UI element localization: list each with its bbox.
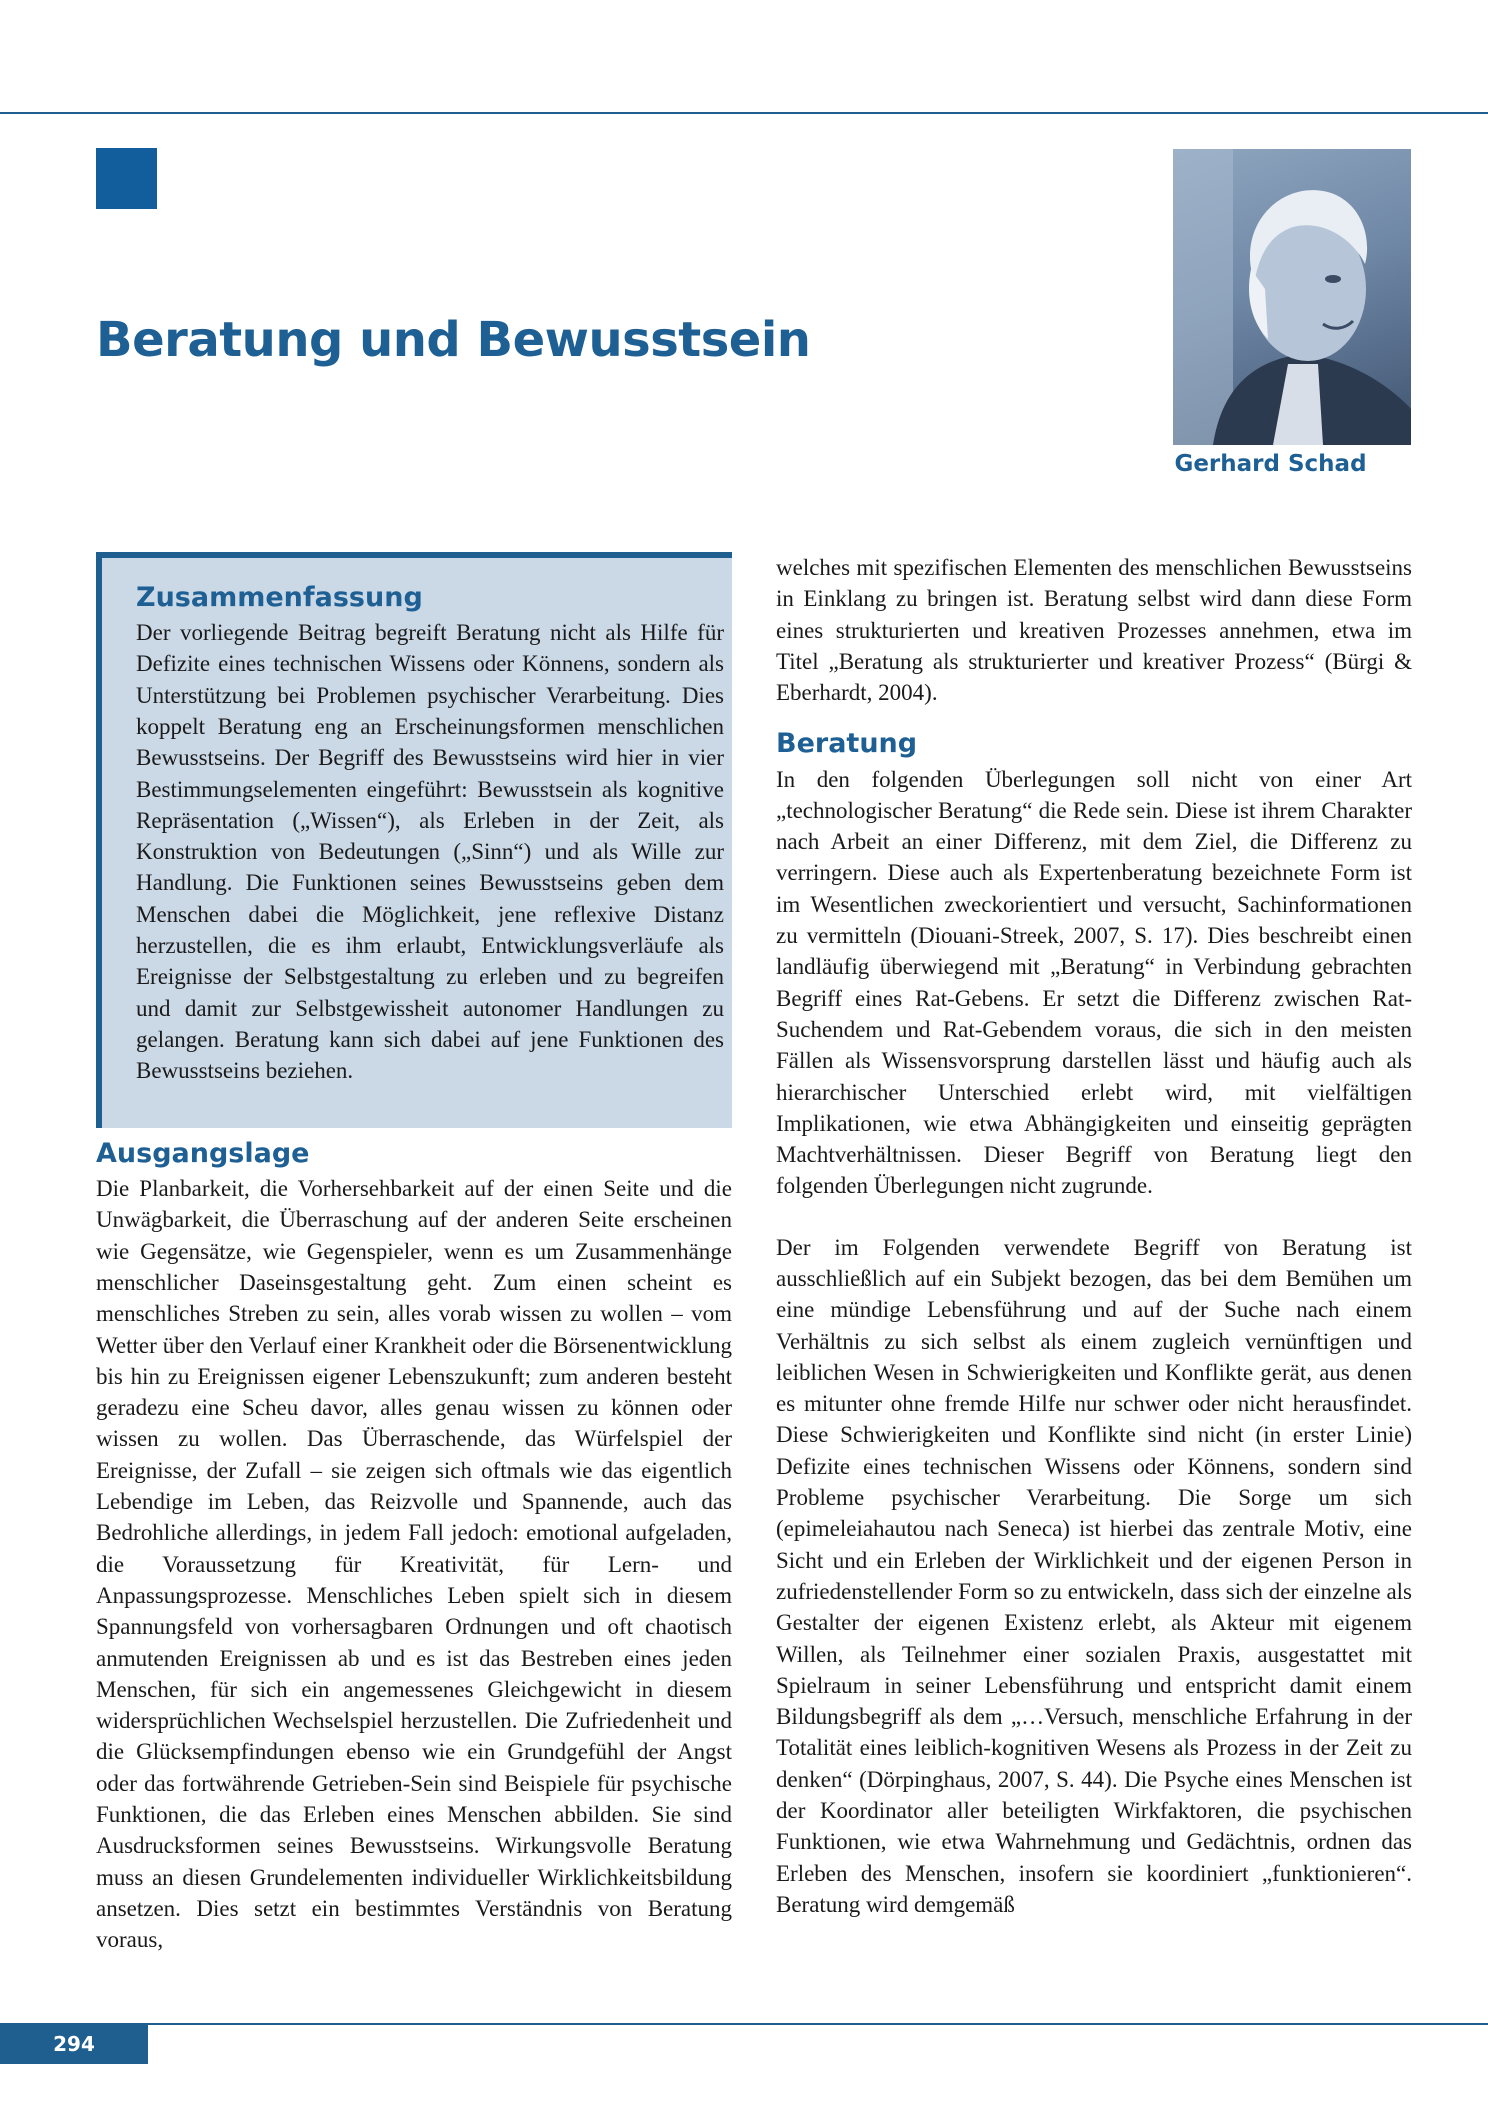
section-text-ausgangslage: Die Planbarkeit, die Vorhersehbarkeit auf der einen Seite und die Unwägbarkeit, die Überraschung auf der anderen Seite erscheinen wie Gegensätze, wie Gegenspieler, wenn es um Zusammenhänge menschlicher Daseinsgestaltung geht. Zum einen scheint es menschliches Streben zu sein, alles vorab wissen zu wollen – vom Wetter über den Verlauf einer Krankheit oder die Börsenentwicklung bis hin zu Ereignissen eigener Lebenszukunft; zum anderen besteht geradezu eine Scheu davor, alles genau wissen zu können oder wissen zu wollen. Das Überraschende, das Würfelspiel der Ereignisse, der Zufall – sie zeigen sich oftmals wie das eigentlich Lebendige im Leben, das Reizvolle und Spannende, auch das Bedrohliche allerdings, in jedem Fall jedoch: emotional aufgeladen, die Voraussetzung für Kreativität, für Lern- und Anpassungsprozesse. Menschliches Leben spielt sich in diesem Spannungsfeld von vorhersagbaren Ordnungen und oft chaotisch anmutenden Ereignissen ab und es ist das Bestreben eines jeden Menschen, für sich ein angemessenes Gleichgewicht in diesem widersprüchlichen Wechselspiel herzustellen. Die Zufriedenheit und die Glücksempfindungen ebenso wie ein Grundgefühl der Angst oder das fortwährende Getrieben-Sein sind Beispiele für psychische Funktionen, die das Erleben eines Menschen abbilden. Sie sind Ausdrucksformen seines Bewusstseins. Wirkungsvolle Beratung muss an diesen Grundelementen individueller Wirklichkeitsbildung ansetzen. Dies setzt ein bestimmtes Verständnis von Beratung voraus, bbox=[96, 1176, 732, 1953]
beratung-paragraph-2: Der im Folgenden verwendete Begriff von Beratung ist ausschließlich auf ein Subjekt bezogen, das bei dem Bemühen um eine mündige Lebensführung und auf der Suche nach einem Verhältnis zu sich selbst als einem zugleich vernünftigen und leiblichen Wesen in Schwierigkeiten und Konflikte gerät, aus denen es mitunter ohne fremde Hilfe nur schwer oder nicht herausfindet. Diese Schwierigkeiten und Konflikte sind nicht (in erster Linie) Defizite eines technischen Wissens oder Könnens, sondern sind Probleme psychischer Verarbeitung. Die Sorge um sich (epimeleiahautou nach Seneca) ist hierbei das zentrale Motiv, eine Sicht und ein Erleben der Wirklichkeit und der eigenen Person in zufriedenstellender Form so zu entwickeln, dass sich der einzelne als Gestalter der eigenen Existenz erlebt, als Akteur mit eigenem Willen, als Teilnehmer einer sozialen Praxis, ausgestattet mit Spielraum in seiner Lebensführung und entspricht damit einem Bildungsbegriff als dem „…Versuch, menschliche Erfahrung in der Totalität eines leiblich-kognitiven Wesens als Prozess in der Zeit zu denken“ (Dörpinghaus, 2007, S. 44). Die Psyche eines Menschen ist der Koordinator aller beteiligten Wirkfaktoren, die psychischen Funktionen, wie etwa Wahrnehmung und Gedächtnis, ordnen das Erleben des Menschen, insofern sie koordiniert „funktionieren“. Beratung wird demgemäß bbox=[776, 1234, 1412, 1917]
author-photo bbox=[1173, 149, 1411, 445]
beratung-paragraph-1: In den folgenden Überlegungen soll nicht von einer Art „technologischer Beratung“ die Rede sein. Diese ist ihrem Charakter nach Arbeit an einer Differenz, mit dem Ziel, die Differenz zu verringern. Diese auch als Expertenberatung bezeichnete Form ist im Wesentlichen zweckorientiert und versucht, Sachinformationen zu vermitteln (Diouani-Streek, 2007, S. 17). Dies beschreibt einen landläufig überwiegend mit „Beratung“ in Verbindung gebrachten Begriff eines Rat-Gebens. Er setzt die Differenz zwischen Rat-Suchendem und Rat-Gebendem voraus, die sich in den meisten Fällen als Wissensvorsprung darstellen lässt und häufig auch als hierarchischer Unterschied erlebt wird, mit vielfältigen Implikationen, wie etwa Abhängigkeiten und einseitig geprägten Machtverhältnissen. Dieser Begriff von Beratung liegt den folgenden Überlegungen nicht zugrunde. bbox=[776, 766, 1412, 1199]
author-name: Gerhard Schad bbox=[1174, 451, 1367, 477]
abstract-text: Der vorliegende Beitrag begreift Beratung nicht als Hilfe für Defizite eines technischen Wissens oder Könnens, sondern als Unterstützung bei Problemen psychischer Verarbeitung. Dies koppelt Beratung eng an Erscheinungsformen menschlichen Bewusstseins. Der Begriff des Bewusstseins wird hier in vier Bestimmungselementen eingeführt: Bewusstsein als kognitive Repräsentation („Wissen“), als Erleben in der Zeit, als Konstruktion von Bedeutungen („Sinn“) und als Wille zur Handlung. Die Funktionen seines Bewusstseins geben dem Menschen dabei die Möglichkeit, jene reflexive Distanz herzustellen, die es ihm erlaubt, Entwicklungsverläufe als Ereignisse der Selbstgestaltung zu erleben und zu begreifen und damit zur Selbstgewissheit autonomer Handlungen zu gelangen. Beratung kann sich dabei auf jene Funktionen des Bewusstseins beziehen. bbox=[136, 620, 724, 1084]
abstract-heading: Zusammenfassung bbox=[136, 582, 423, 613]
abstract-box bbox=[96, 552, 732, 1128]
page-number: 294 bbox=[0, 2024, 148, 2064]
top-rule bbox=[0, 112, 1488, 114]
left-column bbox=[96, 1138, 732, 1955]
bottom-rule bbox=[0, 2023, 1488, 2025]
continuation-paragraph: welches mit spezifischen Elementen des menschlichen Bewusstseins in Einklang zu bringen ist. Beratung selbst wird dann diese Form eines strukturierten und kreativen Prozesses annehmen, etwa im Titel „Beratung als strukturierter und kreativer Prozess“ (Bürgi & Eberhardt, 2004). bbox=[776, 555, 1412, 706]
section-heading-ausgangslage: Ausgangslage bbox=[96, 1138, 310, 1169]
article-title: Beratung und Bewusstsein bbox=[96, 312, 811, 368]
author-portrait-image bbox=[1173, 149, 1411, 445]
section-heading-beratung: Beratung bbox=[776, 728, 918, 760]
right-column bbox=[776, 552, 1412, 1920]
paragraph-gap bbox=[776, 1202, 1412, 1232]
section-marker-square bbox=[96, 148, 157, 209]
